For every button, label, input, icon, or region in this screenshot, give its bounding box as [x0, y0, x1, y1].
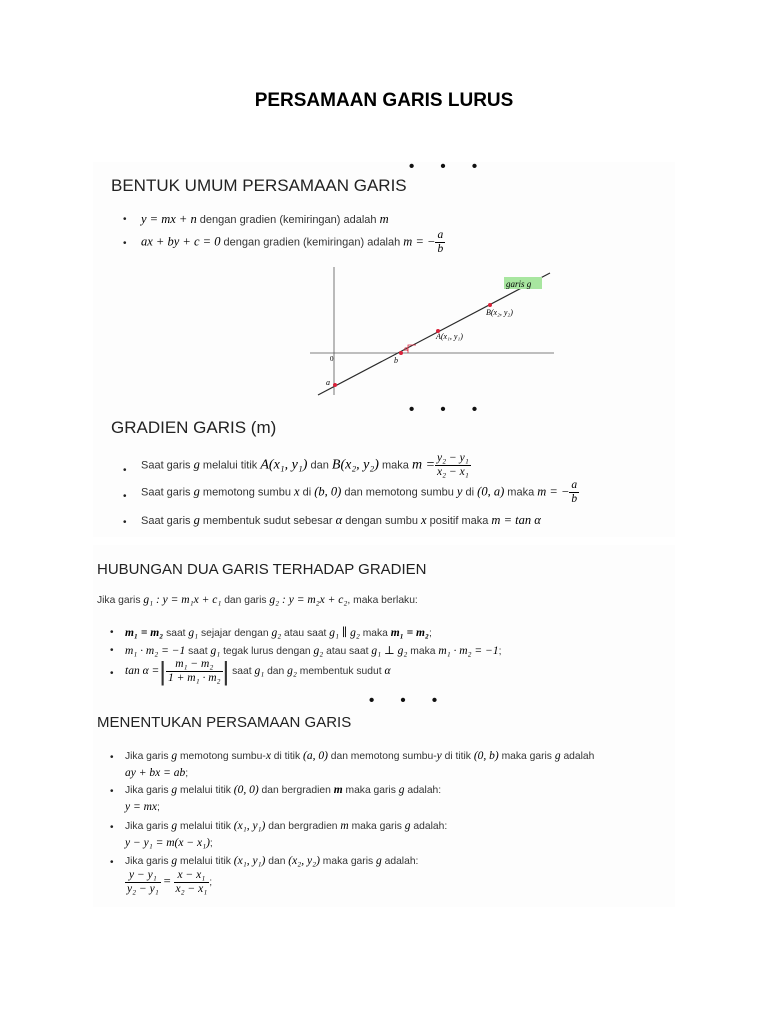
math-expression: m = − — [403, 234, 436, 249]
bullet: • — [110, 822, 114, 833]
formula: $\frac{\text{y − y₁}}{\text{y₂ − y₁}}$ = $\frac{\text{x − x₁}}{\text{x₂ − x₁}}$ ; — [127, 869, 213, 895]
list-item: m₁ = m₂ saat g₁ sejajar dengan g₂ atau saat g₁ ∥ g₂ maka m₁ = m₂; — [125, 627, 432, 639]
line-label: garis g — [506, 279, 532, 289]
fraction: $\frac{\text{y₂ − y₁}}{\text{x₂ − x₁}}$ — [437, 452, 469, 478]
list-item: Jika garis g melalui titik (x₁, y₁) dan bergradien m maka garis g adalah: — [125, 820, 448, 832]
point-b — [488, 303, 492, 307]
y-intercept-label: a — [326, 378, 330, 387]
item-text: dengan gradien (kemiringan) adalah — [196, 214, 380, 226]
point-b-label: B(x₂, y₂) — [486, 308, 513, 317]
list-item — [141, 212, 389, 227]
bullet: • — [110, 786, 114, 797]
section-heading-hubungan: HUBUNGAN DUA GARIS TERHADAP GRADIEN — [97, 561, 427, 578]
list-item: Jika garis g memotong sumbu-x di titik (a, 0) dan memotong sumbu-y di titik (0, b) maka garis g adalah — [125, 750, 595, 762]
separator-dots: • • • — [409, 401, 489, 418]
section-heading-gradien: GRADIEN GARIS (m) — [111, 418, 277, 437]
bullet: • — [110, 627, 114, 638]
list-item: tan α =| $\frac{\text{m₁ − m₂}}{\text{1 + m₁ · m₂}}$ | saat g₁ dan g₂ membentuk sudut α — [125, 656, 391, 686]
list-item: Jika garis g melalui titik (0, 0) dan bergradien m maka garis g adalah: — [125, 784, 442, 796]
intro-text: Jika garis g₁ : y = m₁x + c₁ dan garis g₂ : y = m₂x + c₂, maka berlaku: — [97, 594, 418, 606]
math-expression: m — [379, 212, 389, 226]
formula: ay + bx = ab; — [125, 767, 189, 779]
bullet: • — [123, 517, 127, 528]
item-text: dengan gradien (kemiringan) adalah — [220, 236, 404, 249]
list-item: Saat garis g memotong sumbu x di (b, 0) dan memotong sumbu y di (0, a) maka m = − $\frac{a}{b}$ — [141, 479, 578, 505]
origin-label: 0 — [330, 355, 334, 363]
bullet: • — [123, 238, 127, 249]
bullet: • — [110, 752, 114, 763]
section-heading-menentukan: MENENTUKAN PERSAMAAN GARIS — [97, 714, 352, 731]
fraction: $\frac{a}{b}$ — [571, 479, 578, 505]
math-expression: y = mx + n — [141, 212, 197, 226]
list-item — [141, 229, 445, 256]
bullet: • — [110, 857, 114, 868]
page-title: PERSAMAAN GARIS LURUS — [254, 90, 514, 111]
section-heading-bentuk-umum: BENTUK UMUM PERSAMAAN GARIS — [111, 176, 407, 195]
math-expression: ax + by + c = 0 — [141, 234, 221, 249]
bullet: • — [123, 214, 127, 225]
bullet: • — [123, 491, 127, 502]
angle-label: α — [404, 344, 409, 353]
separator-dots: • • • — [409, 158, 489, 175]
formula: y − y₁ = m(x − x₁); — [125, 837, 213, 849]
formula: y = mx; — [125, 801, 160, 813]
fraction: $\frac{\text{y − y₁}}{\text{y₂ − y₁}}$ — [127, 869, 159, 895]
bullet: • — [123, 465, 127, 476]
list-item: Saat garis g membentuk sudut sebesar α dengan sumbu x positif maka m = tan α — [141, 513, 541, 527]
bullet: • — [110, 645, 114, 656]
x-intercept-point — [399, 351, 403, 355]
fraction: $\frac{a}{b}$ — [437, 229, 444, 255]
x-intercept-label: b — [394, 356, 398, 365]
line-graph-diagram — [308, 265, 556, 400]
fraction: $\frac{\text{x − x₁}}{\text{x₂ − x₁}}$ — [175, 869, 208, 895]
y-intercept-point — [333, 383, 337, 387]
fraction: $\frac{\text{m₁ − m₂}}{\text{1 + m₁ · m₂}}$ — [168, 658, 221, 684]
list-item: Jika garis g melalui titik (x₁, y₁) dan (x₂, y₂) maka garis g adalah: — [125, 855, 419, 867]
list-item: m₁ · m₂ = −1 saat g₁ tegak lurus dengan g₂ atau saat g₁ ⊥ g₂ maka m₁ · m₂ = −1; — [125, 645, 502, 657]
list-item: Saat garis g melalui titik A(x₁, y₁) dan B(x₂, y₂) maka m = $\frac{\text{y₂ − y₁}}{\text{x₂ − x₁}}$ — [141, 452, 469, 478]
bullet: • — [110, 668, 114, 679]
separator-dots: • • • — [369, 692, 449, 709]
point-a-label: A(x₁, y₁) — [436, 332, 463, 341]
